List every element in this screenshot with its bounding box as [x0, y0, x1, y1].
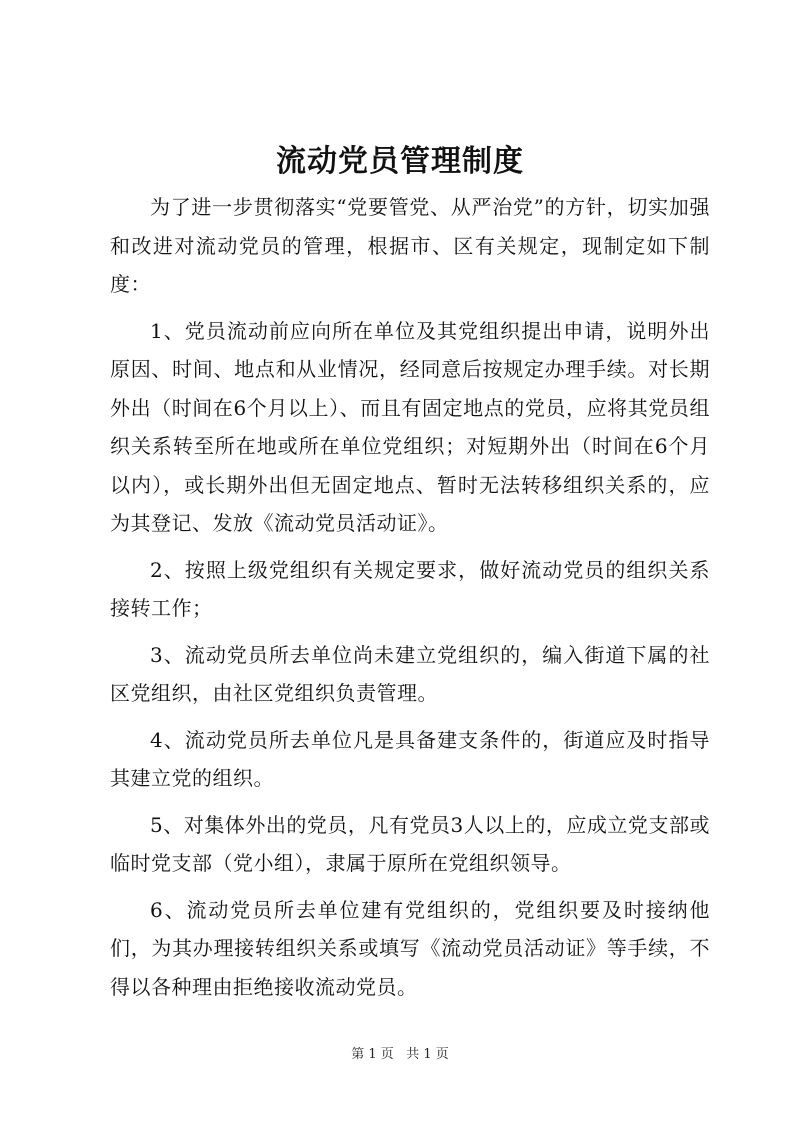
intro-paragraph: 为了进一步贯彻落实“党要管党、从严治党”的方针，切实加强和改进对流动党员的管理，根据市、区有关规定，现制定如下制度：	[110, 195, 710, 296]
document-body	[110, 188, 710, 1014]
rule-paragraph-6: 6、流动党员所去单位建有党组织的，党组织要及时接纳他们，为其办理接转组织关系或填写《流动党员活动证》等手续，不得以各种理由拒绝接收流动党员。	[110, 897, 710, 999]
page-total: 共 1 页	[406, 1047, 449, 1062]
rule-paragraph-5: 5、对集体外出的党员，凡有党员3人以上的，应成立党支部或临时党支部（党小组），隶属于原所在党组织领导。	[110, 812, 710, 875]
rule-paragraph-2: 2、按照上级党组织有关规定要求，做好流动党员的组织关系接转工作；	[110, 557, 710, 620]
rule-paragraph-1: 1、党员流动前应向所在单位及其党组织提出申请，说明外出原因、时间、地点和从业情况，经同意后按规定办理手续。对长期外出（时间在6个月以上）、而且有固定地点的党员，应将其党员组织关系转至所在地或所在单位党组织；对短期外出（时间在6个月以内），或长期外出但无固定地点、暂时无法转移组织关系的，应为其登记、发放《流动党员活动证》。	[110, 318, 710, 535]
rule-paragraph-3: 3、流动党员所去单位尚未建立党组织的，编入街道下属的社区党组织，由社区党组织负责管理。	[110, 642, 710, 705]
document-title: 流动党员管理制度	[276, 144, 524, 179]
rule-paragraph-4: 4、流动党员所去单位凡是具备建支条件的，街道应及时指导其建立党的组织。	[110, 727, 710, 790]
page-footer	[0, 1046, 800, 1064]
page-number: 第 1 页	[351, 1047, 394, 1062]
